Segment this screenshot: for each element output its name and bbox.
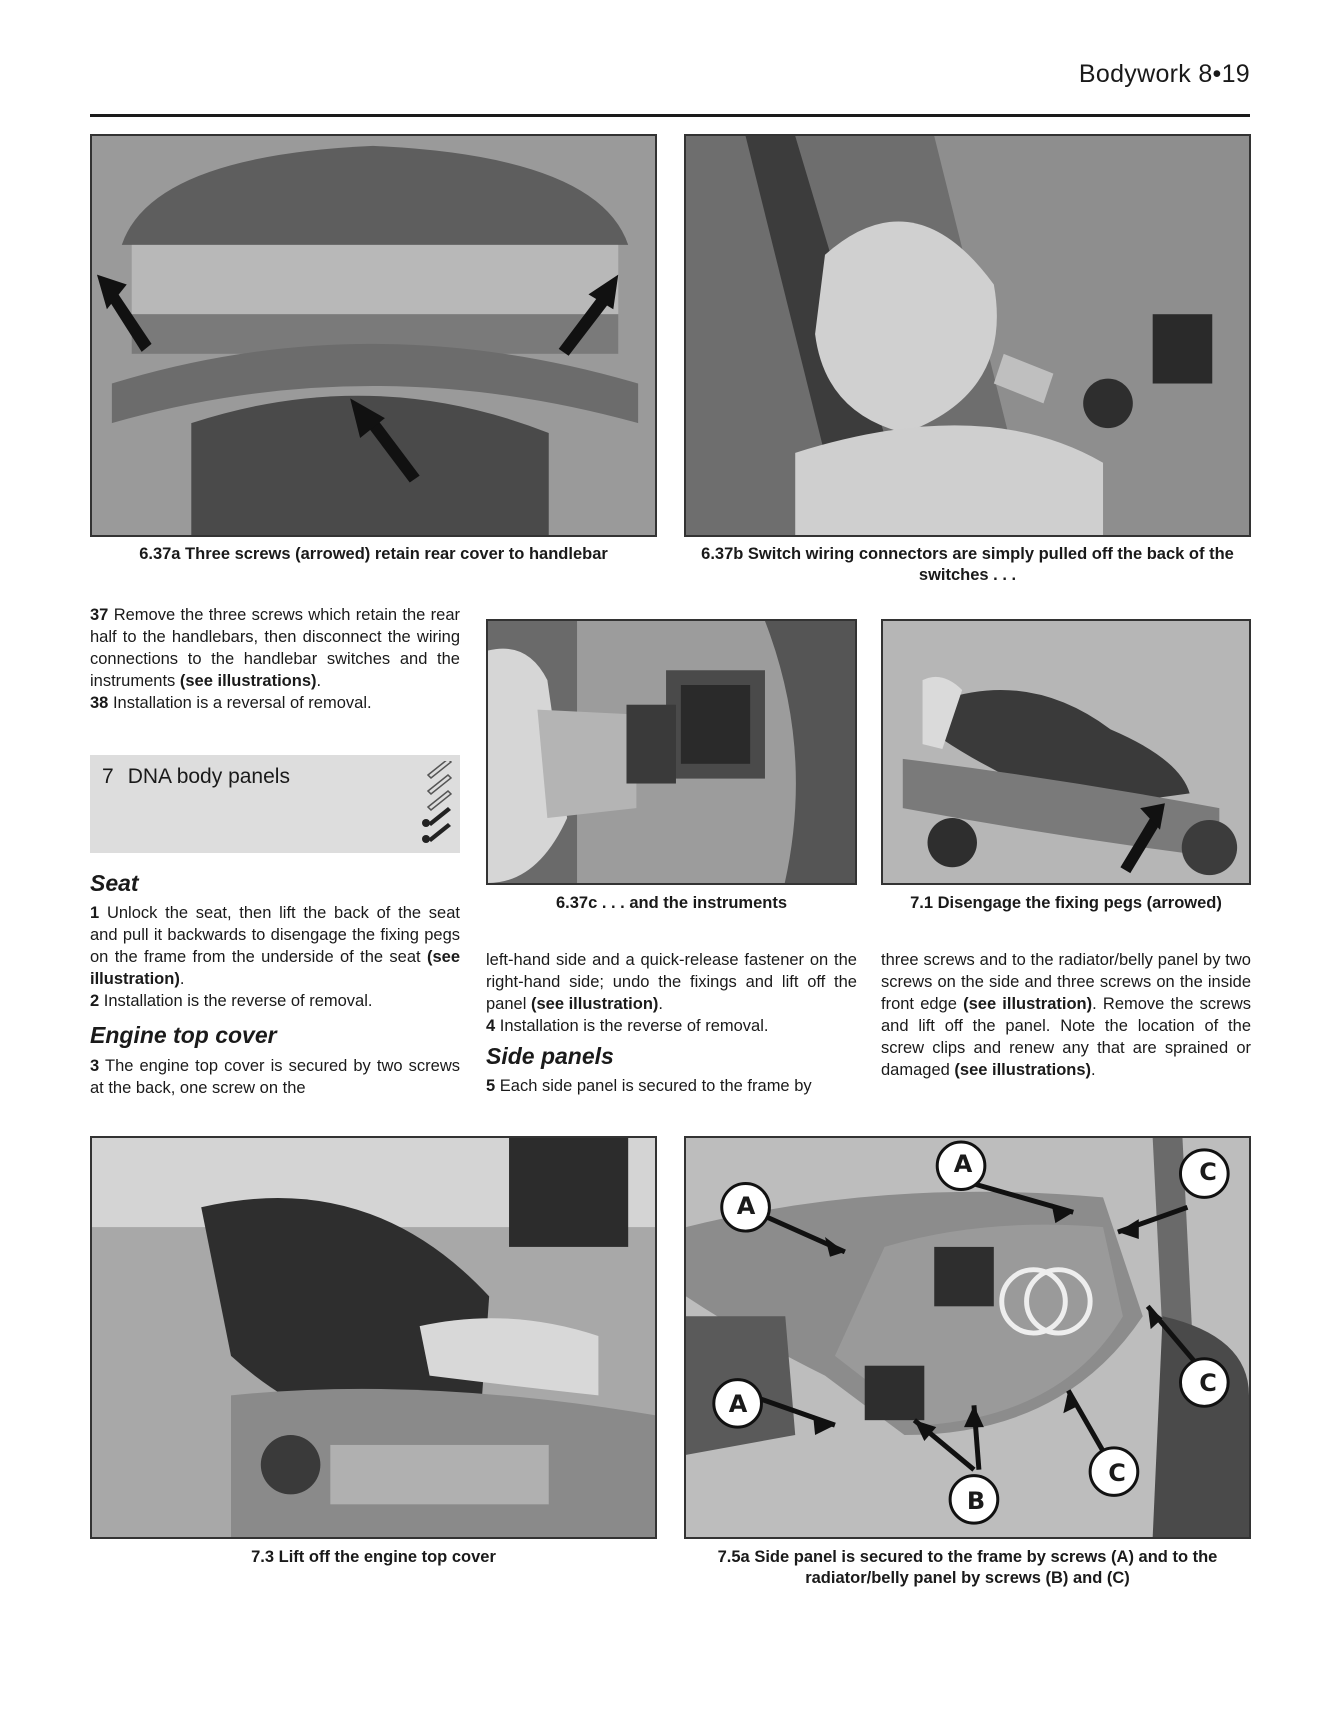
para-5-text: Each side panel is secured to the frame by — [499, 1077, 812, 1095]
para-37-text: Remove the three screws which retain the rear half to the handlebars, then disconnect the wiring connections to the handlebar switches and the instruments — [90, 606, 460, 690]
section-7-box — [90, 755, 460, 853]
para-num-3: 3 — [90, 1057, 100, 1075]
photo-637c-image — [488, 621, 855, 883]
see-illustration-ref-3: (see illustration) — [963, 995, 1093, 1013]
photo-637a-image — [92, 136, 655, 535]
photo-71 — [881, 619, 1251, 885]
paragraph-5 — [486, 1075, 857, 1097]
paragraph-2 — [90, 990, 460, 1012]
col1-text-top — [90, 604, 460, 714]
para-5-mid-text: . Remove the screws and lift off the panel. Note the location of the screw clips and renew any that are sprained or damaged — [881, 995, 1251, 1079]
callout-a-2: A — [953, 1150, 973, 1178]
photo-637b-image — [686, 136, 1249, 535]
photo-637a — [90, 134, 657, 537]
para-num-2: 2 — [90, 992, 100, 1010]
running-head — [1079, 60, 1250, 89]
col2-text — [486, 949, 857, 1037]
para-num-37: 37 — [90, 606, 109, 624]
section-title — [102, 765, 290, 789]
photo-75a — [684, 1136, 1251, 1539]
para-1-text: Unlock the seat, then lift the back of the seat and pull it backwards to disengage the fixing pegs on the frame from the underside of the seat — [90, 904, 460, 966]
side-panels-heading: Side panels — [486, 1043, 614, 1069]
page-header — [90, 58, 1250, 117]
wrench-rating-icon — [420, 761, 458, 845]
paragraph-38 — [90, 692, 460, 714]
paragraph-1 — [90, 902, 460, 990]
photo-637b — [684, 134, 1251, 537]
see-illustration-ref-1: (see illustration) — [90, 948, 460, 988]
photo-73-image — [92, 1138, 655, 1537]
caption-71: 7.1 Disengage the fixing pegs (arrowed) — [910, 894, 1222, 912]
section-title-text: DNA body panels — [127, 765, 290, 788]
photo-637c — [486, 619, 857, 885]
see-illustrations-ref: (see illustrations) — [179, 672, 317, 690]
callout-c-2: C — [1199, 1369, 1217, 1397]
para-3-end: . — [658, 995, 664, 1013]
callout-c-1: C — [1199, 1158, 1217, 1186]
photo-73 — [90, 1136, 657, 1539]
seat-heading: Seat — [90, 870, 139, 896]
para-2-text: Installation is the reverse of removal. — [103, 992, 373, 1010]
paragraph-5-cont — [881, 949, 1251, 1081]
callout-c-3: C — [1108, 1459, 1126, 1487]
paragraph-4 — [486, 1015, 857, 1037]
col2-text-side — [486, 1075, 857, 1097]
col1-text-seat — [90, 902, 460, 1012]
para-5-end: . — [1091, 1061, 1096, 1079]
see-illustration-ref-2: (see illustration) — [530, 995, 659, 1013]
col1-text-engine — [90, 1055, 460, 1099]
para-num-38: 38 — [90, 694, 109, 712]
section-name: Bodywork — [1078, 60, 1192, 88]
see-illustrations-ref-2: (see illustrations) — [954, 1061, 1092, 1079]
para-num-1: 1 — [90, 904, 100, 922]
paragraph-3-cont — [486, 949, 857, 1015]
callout-a-1: A — [736, 1192, 756, 1220]
page-number: 8•19 — [1198, 60, 1250, 88]
para-5-cont-text: three screws and to the radiator/belly panel by two screws on the side and three screws on the inside front edge — [881, 951, 1251, 1013]
para-3-text: The engine top cover is secured by two screws at the back, one screw on the — [90, 1057, 460, 1097]
caption-75a: 7.5a Side panel is secured to the frame by screws (A) and to the radiator/belly panel by screws (B) and (C) — [717, 1548, 1218, 1587]
caption-73: 7.3 Lift off the engine top cover — [251, 1548, 496, 1566]
para-37-end: . — [316, 672, 322, 690]
paragraph-3 — [90, 1055, 460, 1099]
engine-top-cover-heading: Engine top cover — [90, 1022, 277, 1048]
para-num-5: 5 — [486, 1077, 496, 1095]
callout-overlay — [686, 1138, 1249, 1537]
para-4-text: Installation is the reverse of removal. — [499, 1017, 769, 1035]
para-3-cont-text: left-hand side and a quick-release fastener on the right-hand side; undo the fixings and lift off the panel — [486, 951, 857, 1013]
para-num-4: 4 — [486, 1017, 496, 1035]
col3-text — [881, 949, 1251, 1081]
photo-71-image — [883, 621, 1249, 883]
para-1-end: . — [179, 970, 185, 988]
paragraph-37 — [90, 604, 460, 692]
section-number: 7 — [102, 765, 114, 788]
para-38-text: Installation is a reversal of removal. — [112, 694, 372, 712]
caption-637a: 6.37a Three screws (arrowed) retain rear cover to handlebar — [139, 545, 608, 563]
callout-b-1: B — [966, 1487, 986, 1515]
caption-637b: 6.37b Switch wiring connectors are simply pulled off the back of the switches . . . — [701, 545, 1234, 584]
caption-637c: 6.37c . . . and the instruments — [555, 894, 788, 912]
callout-a-3: A — [728, 1390, 748, 1418]
